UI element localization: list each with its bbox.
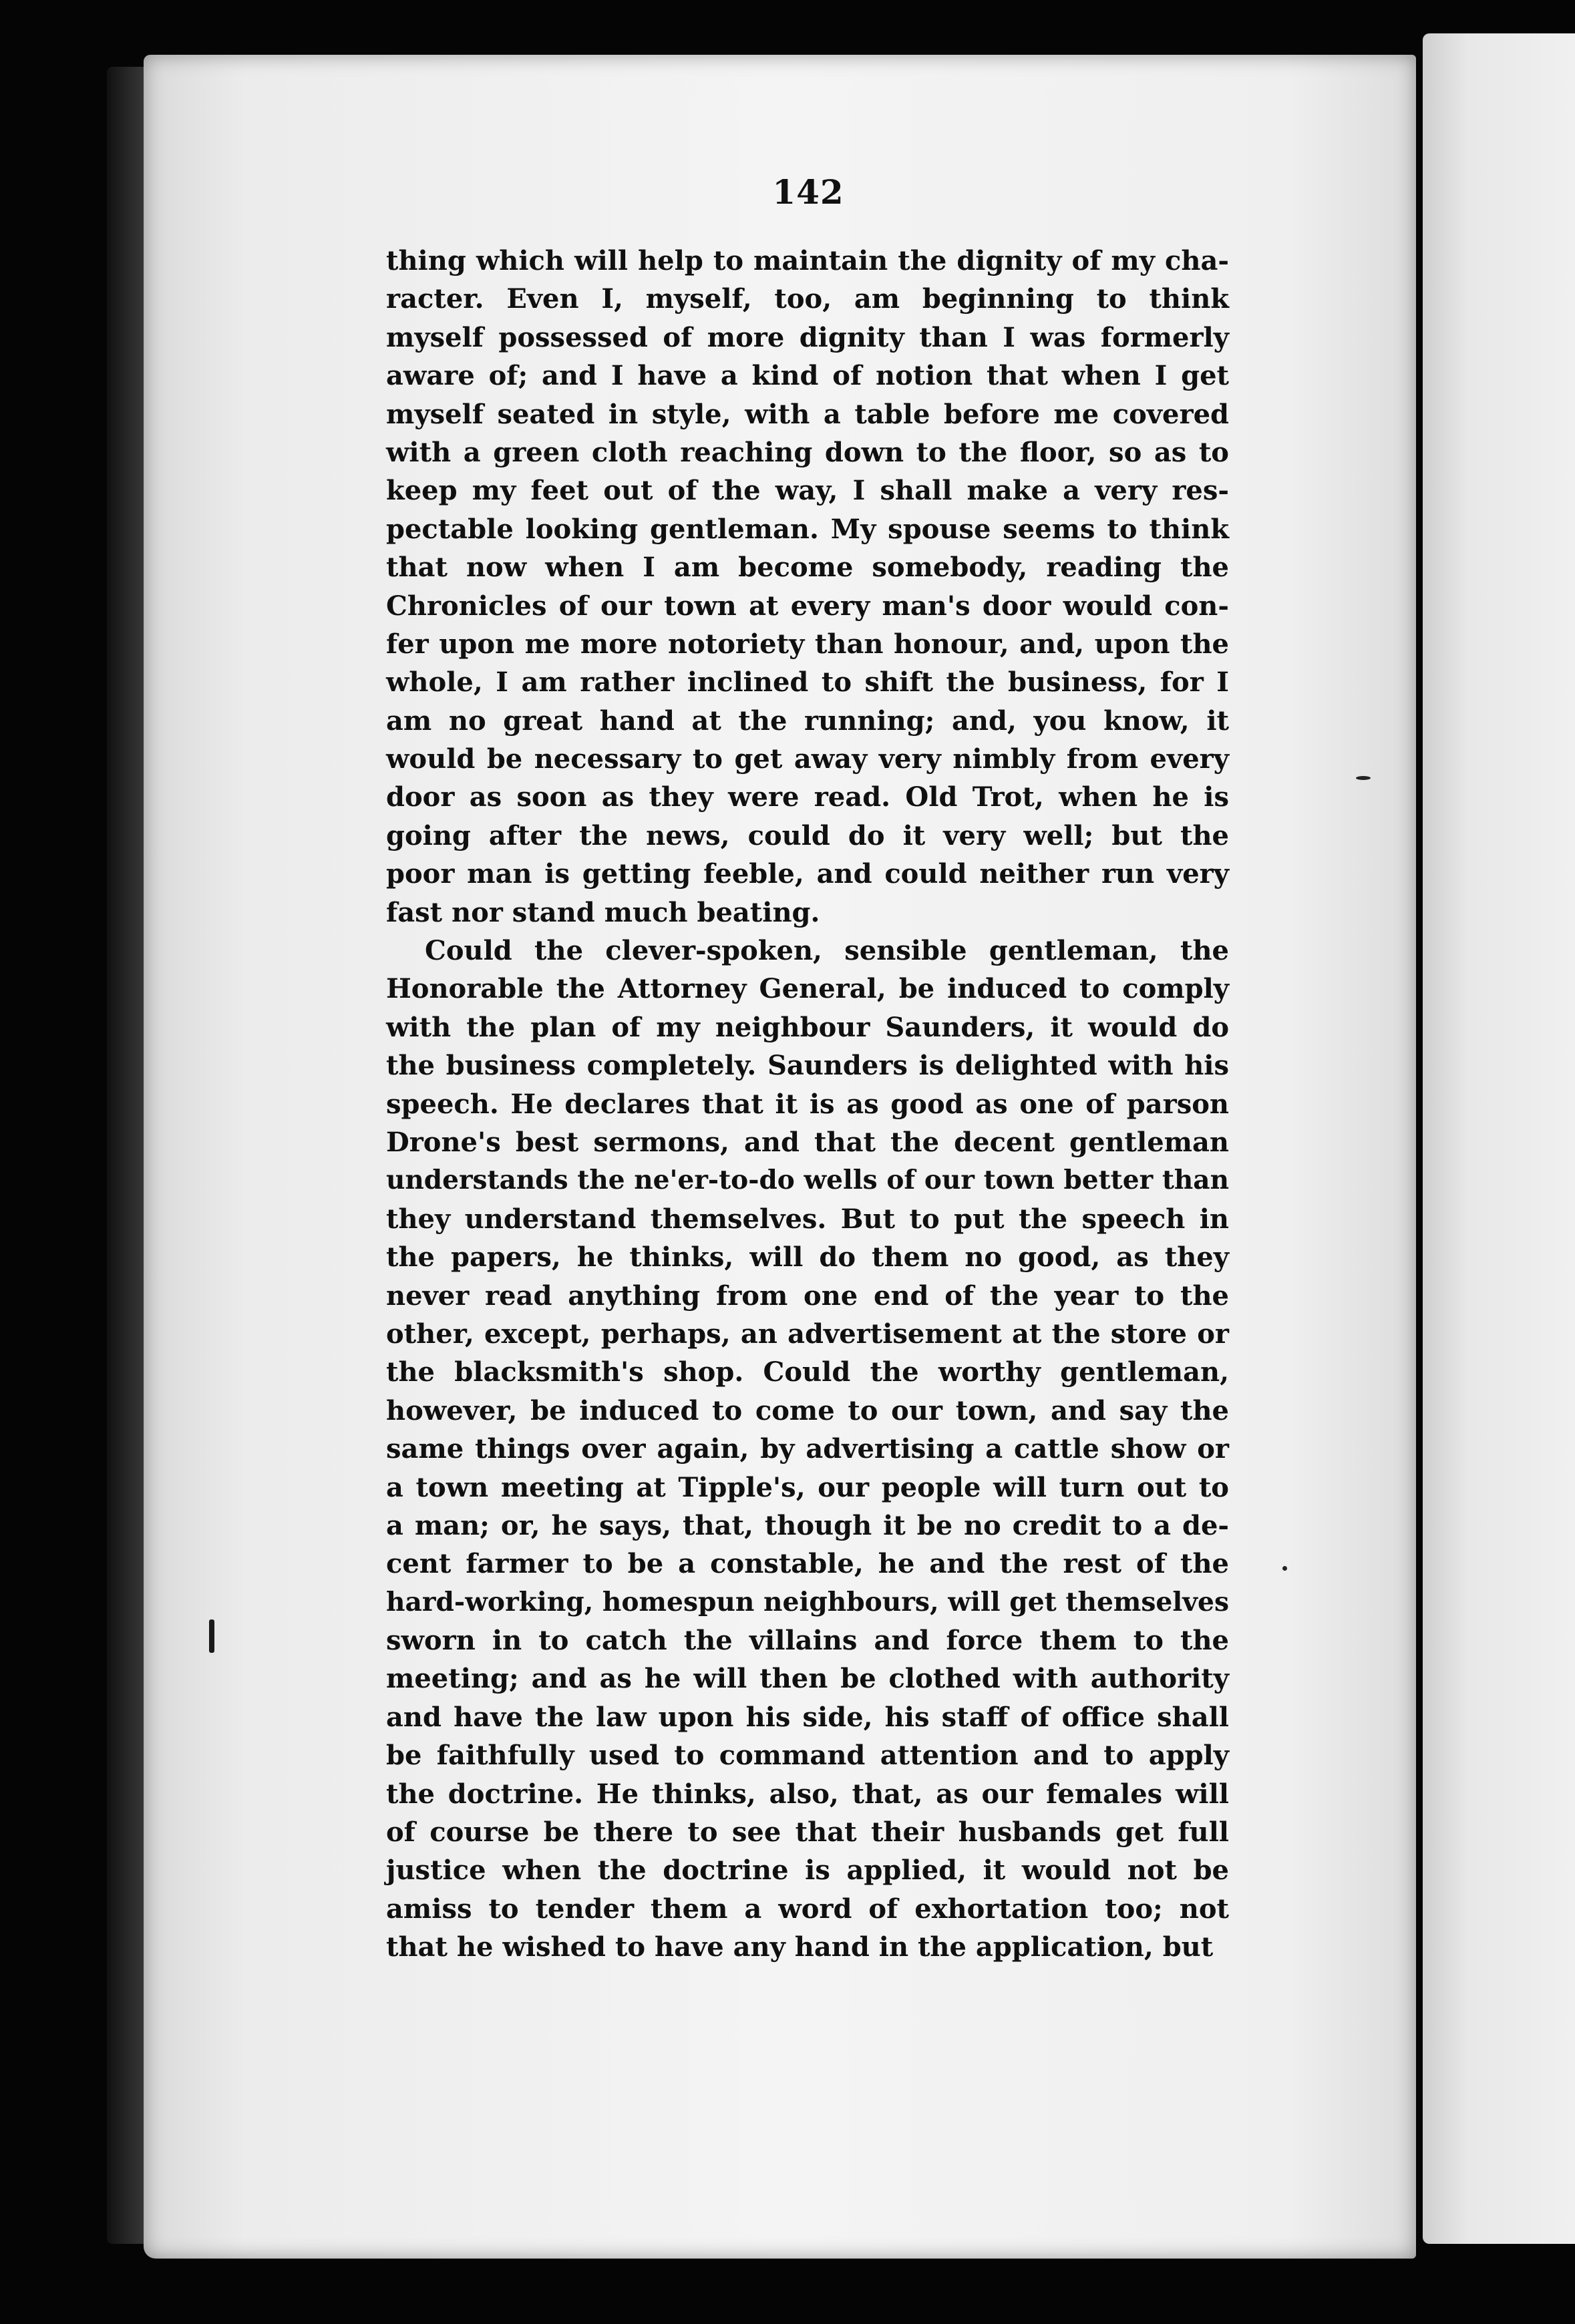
text-line: myself possessed of more dignity than I was formerly <box>386 321 1229 353</box>
scan-speck <box>1356 776 1371 780</box>
text-line: Chronicles of our town at every man's door would con- <box>386 590 1229 622</box>
text-line: pectable looking gentleman. My spouse seems to think <box>386 513 1229 545</box>
text-line: be faithfully used to command attention and to apply <box>386 1740 1229 1772</box>
text-line: and have the law upon his side, his staff of office shall <box>386 1701 1229 1733</box>
text-line: would be necessary to get away very nimbly from every <box>386 743 1229 775</box>
text-line: the doctrine. He thinks, also, that, as our females will <box>386 1778 1229 1810</box>
text-line: poor man is getting feeble, and could neither run very <box>386 858 1229 890</box>
text-line: that he wished to have any hand in the application, but <box>386 1931 1214 1963</box>
text-line: however, be induced to come to our town, and say the <box>386 1394 1229 1426</box>
text-line: sworn in to catch the villains and force them to the <box>386 1625 1229 1657</box>
text-line: other, except, perhaps, an advertisement at the store or <box>386 1318 1229 1350</box>
text-line: they understand themselves. But to put the speech in <box>386 1203 1229 1235</box>
page-number: 142 <box>772 172 844 212</box>
text-line: never read anything from one end of the year to the <box>386 1280 1229 1312</box>
text-line: the business completely. Saunders is delighted with his <box>386 1050 1229 1082</box>
text-line: aware of; and I have a kind of notion that when I get <box>386 360 1229 392</box>
text-line: am no great hand at the running; and, you know, it <box>386 705 1229 737</box>
text-line: racter. Even I, myself, too, am beginning to think <box>386 283 1229 315</box>
text-line: whole, I am rather inclined to shift the business, for I <box>386 666 1229 699</box>
text-line: understands the ne'er-to-do wells of our town better than <box>386 1165 1229 1196</box>
text-line: cent farmer to be a constable, he and the rest of the <box>386 1548 1229 1580</box>
text-line: the blacksmith's shop. Could the worthy gentleman, <box>386 1356 1229 1388</box>
text-line: fast nor stand much beating. <box>386 896 820 928</box>
gutter-mark <box>209 1619 214 1653</box>
page-body-text <box>386 242 1229 1967</box>
text-line: of course be there to see that their husbands get full <box>386 1816 1229 1849</box>
text-line: justice when the doctrine is applied, it would not be <box>386 1855 1229 1887</box>
text-line: meeting; and as he will then be clothed with authority <box>386 1663 1229 1695</box>
facing-page-edge <box>1423 33 1575 2244</box>
text-line: a man; or, he says, that, though it be no credit to a de- <box>386 1509 1229 1541</box>
text-line: keep my feet out of the way, I shall make a very res- <box>386 475 1229 507</box>
text-line: with a green cloth reaching down to the floor, so as to <box>386 436 1229 468</box>
text-line: speech. He declares that it is as good as one of parson <box>386 1088 1229 1120</box>
text-line: amiss to tender them a word of exhortation too; not <box>386 1893 1229 1925</box>
text-line: same things over again, by advertising a cattle show or <box>386 1433 1229 1465</box>
text-line: with the plan of my neighbour Saunders, it would do <box>386 1011 1229 1043</box>
text-line: door as soon as they were read. Old Trot, when he is <box>386 781 1229 813</box>
text-line: hard-working, homespun neighbours, will get themselves <box>386 1586 1230 1617</box>
scan-speck <box>1282 1566 1287 1571</box>
text-line: Honorable the Attorney General, be induced to comply <box>386 973 1229 1005</box>
text-line: thing which will help to maintain the dignity of my cha- <box>386 245 1229 276</box>
text-line: fer upon me more notoriety than honour, and, upon the <box>386 628 1229 660</box>
text-line: the papers, he thinks, will do them no good, as they <box>386 1241 1229 1274</box>
text-line: Drone's best sermons, and that the decent gentleman <box>386 1126 1229 1158</box>
text-line: a town meeting at Tipple's, our people will turn out to <box>386 1471 1229 1503</box>
text-line: myself seated in style, with a table before me covered <box>386 398 1229 430</box>
text-line: Could the clever-spoken, sensible gentleman, the <box>425 935 1229 967</box>
text-line: going after the news, could do it very well; but the <box>386 819 1229 851</box>
text-line: that now when I am become somebody, reading the <box>386 552 1229 584</box>
